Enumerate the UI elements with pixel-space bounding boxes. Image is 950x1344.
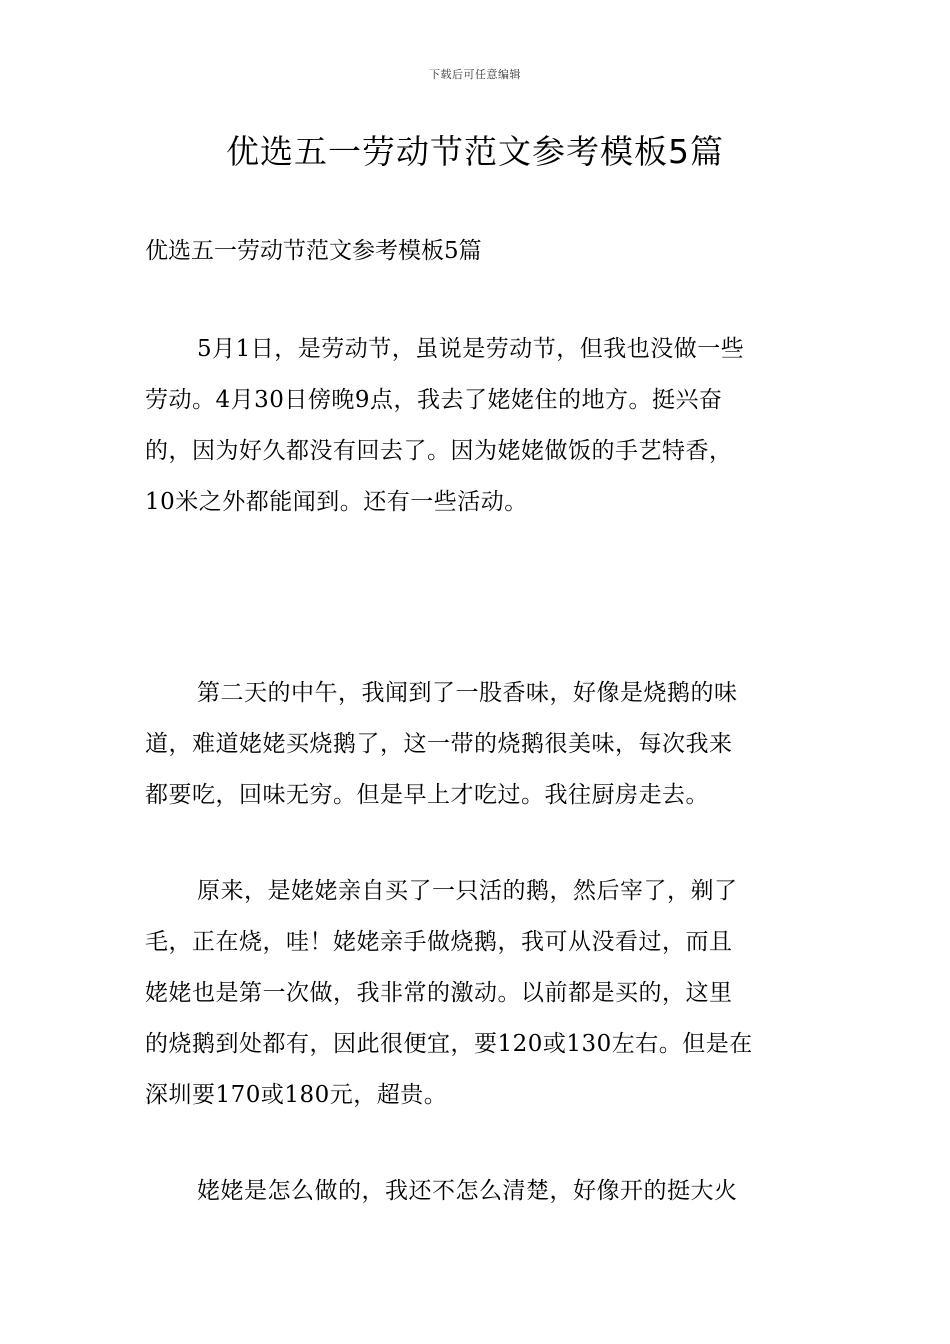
- paragraph-line: 的，因为好久都没有回去了。因为姥姥做饭的手艺特香，: [145, 438, 733, 464]
- paragraph-line: 的烧鹅到处都有，因此很便宜，要120或130左右。但是在: [145, 1031, 753, 1057]
- paragraph-1: [145, 324, 825, 528]
- paragraph-3: [145, 866, 825, 1121]
- paragraph-line: 深圳要170或180元，超贵。: [145, 1082, 448, 1108]
- paragraph-line: 姥姥也是第一次做，我非常的激动。以前都是买的，这里: [145, 980, 733, 1006]
- paragraph-line: 毛，正在烧，哇！姥姥亲手做烧鹅，我可从没看过，而且: [145, 929, 733, 955]
- paragraph-line: 姥姥是怎么做的，我还不怎么清楚，好像开的挺大火: [197, 1178, 738, 1204]
- paragraph-4: [145, 1166, 825, 1217]
- paragraph-line: 第二天的中午，我闻到了一股香味，好像是烧鹅的味: [197, 680, 738, 706]
- paragraph-line: 5月1日，是劳动节，虽说是劳动节，但我也没做一些: [197, 336, 745, 362]
- paragraph-line: 10米之外都能闻到。还有一些活动。: [145, 489, 528, 515]
- paragraph-line: 劳动。4月30日傍晚9点，我去了姥姥住的地方。挺兴奋: [145, 387, 723, 413]
- document-title: 优选五一劳动节范文参考模板5篇: [226, 132, 724, 171]
- paragraph-line: 道，难道姥姥买烧鹅了，这一带的烧鹅很美味，每次我来: [145, 731, 733, 757]
- paragraph-line: 都要吃，回味无穷。但是早上才吃过。我往厨房走去。: [145, 782, 709, 808]
- paragraph-2: [145, 668, 825, 821]
- paragraph-line: 原来，是姥姥亲自买了一只活的鹅，然后宰了，剃了: [197, 878, 738, 904]
- document-subtitle: 优选五一劳动节范文参考模板5篇: [145, 238, 482, 264]
- header-note: 下载后可任意编辑: [429, 68, 521, 81]
